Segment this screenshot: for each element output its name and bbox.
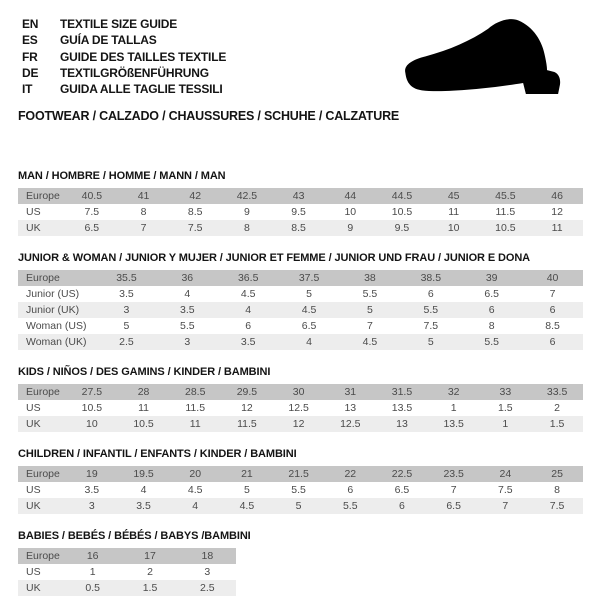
size-cell: 7 — [367, 320, 373, 333]
row-label: UK — [26, 222, 41, 235]
table-row — [18, 466, 583, 482]
size-cell: 8 — [140, 206, 147, 219]
size-cell: 2 — [554, 402, 561, 415]
language-label: GUIDA ALLE TAGLIE TESSILI — [60, 82, 223, 97]
size-table — [18, 384, 583, 432]
size-cell: 6.5 — [84, 222, 100, 235]
size-cell: 4 — [140, 484, 147, 497]
size-cell: 7.5 — [549, 500, 565, 513]
size-tables — [18, 170, 583, 596]
size-cell: 11.5 — [185, 402, 206, 415]
size-cell: 1.5 — [142, 582, 158, 595]
size-cell: 10.5 — [391, 206, 413, 219]
size-cell: 4.5 — [240, 288, 256, 301]
size-cell: 5.5 — [342, 500, 358, 513]
size-cell: 6 — [347, 484, 354, 497]
size-cell: 3 — [184, 336, 191, 349]
size-cell: 43 — [292, 190, 305, 203]
size-cell: 3.5 — [119, 288, 134, 301]
table-row — [18, 188, 583, 204]
size-cell: 39 — [485, 272, 498, 285]
table-title: CHILDREN / INFANTIL / ENFANTS / KINDER / BAMBINI — [18, 448, 297, 461]
size-cell: 5.5 — [423, 304, 439, 317]
size-cell: 36.5 — [237, 272, 259, 285]
size-cell: 9.5 — [291, 206, 306, 219]
size-table-section — [18, 252, 583, 350]
size-table — [18, 188, 583, 236]
size-cell: 40.5 — [81, 190, 103, 203]
size-cell: 4.5 — [187, 484, 203, 497]
size-cell: 12 — [292, 418, 305, 431]
row-label: Europe — [26, 272, 60, 285]
size-cell: 7.5 — [423, 320, 439, 333]
size-cell: 23.5 — [443, 468, 464, 481]
size-cell: 6 — [245, 320, 252, 333]
size-cell: 46 — [551, 190, 563, 203]
size-cell: 28.5 — [185, 386, 206, 399]
table-row — [18, 400, 583, 416]
size-cell: 6 — [427, 288, 434, 301]
size-cell: 3.5 — [84, 484, 100, 497]
size-cell: 5.5 — [291, 484, 306, 497]
size-cell: 10 — [344, 206, 357, 219]
row-label: UK — [26, 500, 41, 513]
table-row — [18, 564, 236, 580]
size-cell: 3 — [88, 500, 95, 513]
language-label: TEXTILGRÖßENFÜHRUNG — [60, 65, 209, 80]
row-label: Woman (US) — [26, 320, 87, 333]
size-cell: 11 — [448, 206, 460, 219]
size-cell: 4 — [184, 288, 191, 301]
table-row — [18, 416, 583, 432]
size-cell: 3.5 — [240, 336, 256, 349]
size-cell: 17 — [144, 550, 156, 563]
size-cell: 4.5 — [362, 336, 378, 349]
size-cell: 5 — [243, 484, 250, 497]
table-row — [18, 270, 583, 286]
size-cell: 5.5 — [484, 336, 499, 349]
size-cell: 11.5 — [495, 206, 516, 219]
size-cell: 19 — [86, 468, 98, 481]
size-cell: 8.5 — [545, 320, 560, 333]
size-cell: 10.5 — [133, 418, 154, 431]
size-cell: 36 — [181, 272, 194, 285]
size-cell: 10 — [86, 418, 98, 431]
row-label: Woman (UK) — [26, 336, 87, 349]
size-cell: 22 — [344, 468, 357, 481]
size-cell: 7 — [450, 484, 457, 497]
size-cell: 8.5 — [291, 222, 306, 235]
size-table-section — [18, 448, 583, 514]
size-cell: 8 — [554, 484, 561, 497]
size-cell: 1.5 — [549, 418, 565, 431]
size-cell: 45.5 — [495, 190, 516, 203]
table-row — [18, 318, 583, 334]
size-cell: 33 — [499, 386, 512, 399]
size-cell: 30 — [292, 386, 305, 399]
table-row — [18, 220, 583, 236]
size-cell: 4.5 — [301, 304, 317, 317]
size-cell: 8 — [243, 222, 250, 235]
row-label: Junior (US) — [26, 288, 80, 301]
size-cell: 10.5 — [495, 222, 516, 235]
size-cell: 21.5 — [288, 468, 309, 481]
size-cell: 31.5 — [391, 386, 413, 399]
language-code: IT — [22, 82, 33, 97]
language-code: FR — [22, 49, 38, 64]
size-cell: 19.5 — [133, 468, 154, 481]
row-label: US — [26, 566, 41, 579]
size-cell: 9 — [347, 222, 354, 235]
size-cell: 6.5 — [301, 320, 317, 333]
size-cell: 5.5 — [180, 320, 195, 333]
size-cell: 6.5 — [394, 484, 410, 497]
size-cell: 8.5 — [187, 206, 203, 219]
table-row — [18, 384, 583, 400]
table-title: KIDS / NIÑOS / DES GAMINS / KINDER / BAMBINI — [18, 366, 271, 379]
size-cell: 6.5 — [484, 288, 499, 301]
row-label: UK — [26, 418, 41, 431]
size-cell: 42 — [189, 190, 202, 203]
size-cell: 3.5 — [136, 500, 151, 513]
size-cell: 24 — [499, 468, 512, 481]
size-cell: 2 — [147, 566, 153, 579]
size-table-section — [18, 530, 583, 596]
size-cell: 37.5 — [298, 272, 320, 285]
size-cell: 42.5 — [236, 190, 258, 203]
size-cell: 10 — [447, 222, 460, 235]
row-label: Europe — [26, 550, 60, 563]
size-cell: 20 — [189, 468, 202, 481]
size-cell: 3 — [204, 566, 211, 579]
size-cell: 18 — [201, 550, 214, 563]
row-label: US — [26, 484, 41, 497]
size-cell: 5 — [123, 320, 130, 333]
row-label: Europe — [26, 468, 60, 481]
size-cell: 13.5 — [391, 402, 413, 415]
table-row — [18, 498, 583, 514]
size-cell: 40 — [546, 272, 559, 285]
size-cell: 4.5 — [239, 500, 255, 513]
size-table-section — [18, 366, 583, 432]
size-cell: 38 — [364, 272, 376, 285]
size-cell: 4 — [245, 304, 252, 317]
size-cell: 11 — [138, 402, 149, 415]
size-cell: 7 — [549, 288, 556, 301]
size-cell: 7 — [502, 500, 509, 513]
size-cell: 7.5 — [84, 206, 100, 219]
table-row — [18, 580, 236, 596]
size-cell: 1 — [450, 402, 457, 415]
size-cell: 33.5 — [546, 386, 568, 399]
size-cell: 1 — [89, 566, 96, 579]
size-cell: 11 — [551, 222, 563, 235]
size-cell: 6 — [549, 336, 556, 349]
size-cell: 41 — [137, 190, 150, 203]
row-label: US — [26, 206, 41, 219]
shoe-icon — [396, 14, 584, 106]
size-table — [18, 270, 583, 350]
size-cell: 38.5 — [420, 272, 442, 285]
size-cell: 2.5 — [119, 336, 134, 349]
table-title: MAN / HOMBRE / HOMME / MANN / MAN — [18, 170, 226, 183]
size-cell: 13.5 — [443, 418, 464, 431]
table-title: BABIES / BEBÉS / BÉBÉS / BABYS /BAMBINI — [18, 530, 251, 543]
size-cell: 3.5 — [180, 304, 195, 317]
size-cell: 5 — [427, 336, 434, 349]
size-cell: 7.5 — [498, 484, 513, 497]
size-cell: 29.5 — [236, 386, 258, 399]
size-cell: 45 — [447, 190, 460, 203]
size-cell: 12.5 — [288, 402, 309, 415]
size-cell: 32 — [447, 386, 460, 399]
size-cell: 16 — [86, 550, 99, 563]
row-label: Junior (UK) — [26, 304, 80, 317]
size-cell: 12.5 — [340, 418, 361, 431]
size-cell: 12 — [551, 206, 563, 219]
size-cell: 28 — [137, 386, 150, 399]
category-title: FOOTWEAR / CALZADO / CHAUSSURES / SCHUHE / CALZATURE — [18, 109, 400, 124]
size-cell: 5 — [295, 500, 302, 513]
size-cell: 9.5 — [394, 222, 410, 235]
table-row — [18, 286, 583, 302]
size-cell: 7.5 — [187, 222, 203, 235]
size-table — [18, 466, 583, 514]
language-code: EN — [22, 17, 39, 31]
size-cell: 13 — [344, 402, 357, 415]
header — [18, 16, 583, 123]
table-title: JUNIOR & WOMAN / JUNIOR Y MUJER / JUNIOR ET FEMME / JUNIOR UND FRAU / JUNIOR E DONA — [18, 252, 531, 265]
row-label: Europe — [26, 190, 60, 203]
size-cell: 13 — [396, 418, 408, 431]
size-cell: 9 — [243, 206, 250, 219]
row-label: UK — [26, 582, 41, 595]
table-row — [18, 482, 583, 498]
size-cell: 2.5 — [200, 582, 215, 595]
language-label: GUIDE DES TAILLES TEXTILE — [60, 49, 227, 64]
size-cell: 6 — [399, 500, 405, 513]
size-cell: 10.5 — [81, 402, 103, 415]
language-code: DE — [22, 65, 39, 80]
size-cell: 1.5 — [498, 402, 513, 415]
size-cell: 27.5 — [81, 386, 103, 399]
size-cell: 22.5 — [391, 468, 413, 481]
size-cell: 4 — [192, 500, 199, 513]
size-cell: 35.5 — [116, 272, 137, 285]
size-cell: 5.5 — [362, 288, 378, 301]
size-cell: 11.5 — [237, 418, 257, 431]
size-cell: 21 — [241, 468, 253, 481]
size-table — [18, 548, 236, 596]
size-cell: 7 — [140, 222, 147, 235]
size-cell: 8 — [488, 320, 495, 333]
size-cell: 5 — [367, 304, 373, 317]
size-table-section — [18, 170, 583, 236]
size-cell: 0.5 — [85, 582, 100, 595]
table-row — [18, 302, 583, 318]
language-label: GUÍA DE TALLAS — [60, 33, 157, 48]
size-cell: 5 — [306, 288, 312, 301]
size-cell: 12 — [241, 402, 253, 415]
size-cell: 6 — [549, 304, 556, 317]
language-code: ES — [22, 33, 38, 48]
size-cell: 6 — [488, 304, 495, 317]
size-cell: 4 — [306, 336, 312, 349]
size-cell: 11 — [189, 418, 201, 431]
row-label: Europe — [26, 386, 60, 399]
size-cell: 25 — [551, 468, 563, 481]
table-row — [18, 204, 583, 220]
table-row — [18, 548, 236, 564]
size-cell: 44.5 — [391, 190, 413, 203]
size-cell: 44 — [344, 190, 357, 203]
language-label: TEXTILE SIZE GUIDE — [60, 17, 178, 31]
size-cell: 31 — [344, 386, 357, 399]
row-label: US — [26, 402, 41, 415]
table-row — [18, 334, 583, 350]
size-cell: 1 — [502, 418, 509, 431]
size-cell: 6.5 — [446, 500, 461, 513]
size-cell: 3 — [123, 304, 130, 317]
